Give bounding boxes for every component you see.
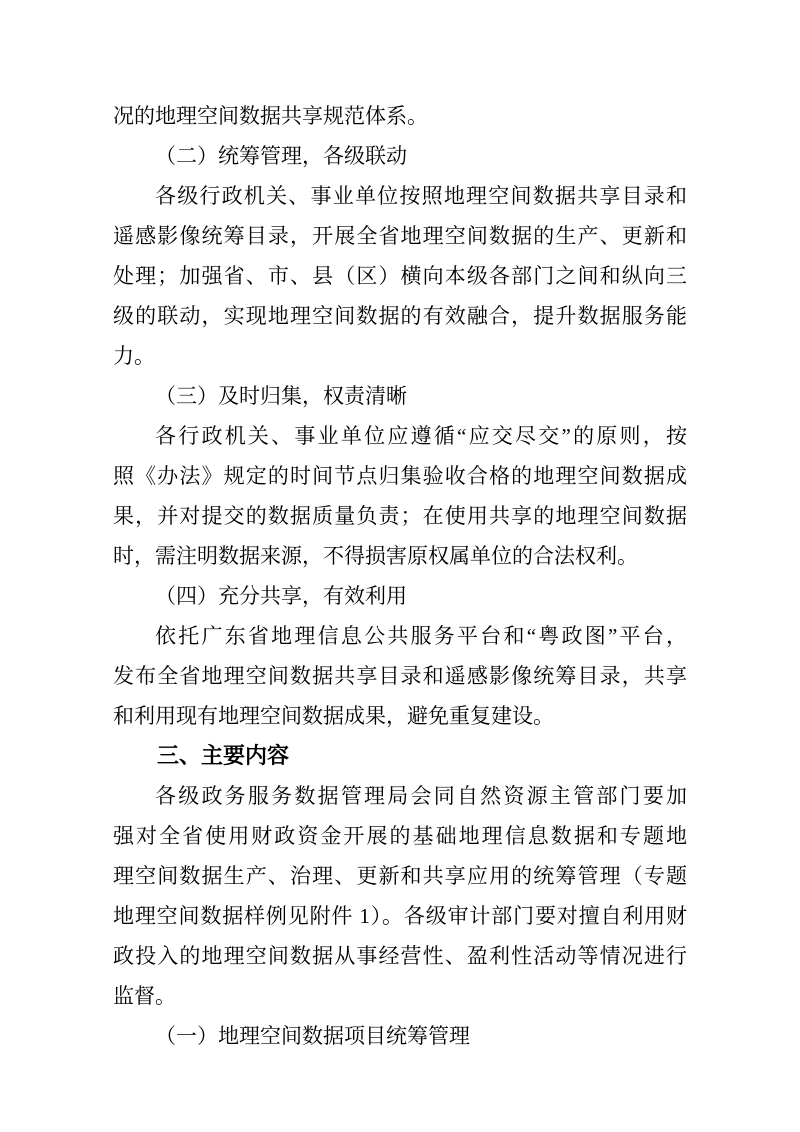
paragraph: [113, 416, 687, 576]
text-line: 和利用现有地理空间数据成果，避免重复建设。: [113, 704, 554, 728]
heading-text: （三）及时归集，权责清晰: [155, 384, 407, 408]
text-line: 强对全省使用财政资金开展的基础地理信息数据和专题地: [113, 824, 687, 848]
heading-text: （一）地理空间数据项目统筹管理: [155, 1024, 470, 1048]
document-body: [113, 96, 687, 1056]
paragraph: [113, 776, 687, 1016]
text-line: 况的地理空间数据共享规范体系。: [113, 104, 428, 128]
text-line: 处理；加强省、市、县（区）横向本级各部门之间和纵向三: [113, 264, 687, 288]
section-heading-main-content: [113, 736, 687, 776]
text-line: 遥感影像统筹目录，开展全省地理空间数据的生产、更新和: [113, 224, 687, 248]
subsection-heading-3: [113, 376, 687, 416]
text-line: 监督。: [113, 984, 176, 1008]
text-line: 各级政务服务数据管理局会同自然资源主管部门要加: [155, 784, 687, 808]
heading-text: （二）统筹管理，各级联动: [155, 144, 407, 168]
text-line: 依托广东省地理信息公共服务平台和“粤政图”平台，: [155, 624, 687, 648]
paragraph-continuation: [113, 96, 687, 136]
text-line: 各级行政机关、事业单位按照地理空间数据共享目录和: [155, 184, 687, 208]
text-line: 地理空间数据样例见附件 1）。各级审计部门要对擅自利用财: [113, 904, 687, 928]
text-line: 发布全省地理空间数据共享目录和遥感影像统筹目录，共享: [113, 664, 687, 688]
paragraph: [113, 176, 687, 376]
text-line: 各行政机关、事业单位应遵循“应交尽交”的原则，按: [155, 424, 687, 448]
paragraph: [113, 616, 687, 736]
subsection-heading-1: [113, 1016, 687, 1056]
text-line: 政投入的地理空间数据从事经营性、盈利性活动等情况进行: [113, 944, 687, 968]
text-line: 时，需注明数据来源，不得损害原权属单位的合法权利。: [113, 544, 638, 568]
heading-text: （四）充分共享，有效利用: [155, 584, 407, 608]
text-line: 力。: [113, 344, 155, 368]
text-line: 照《办法》规定的时间节点归集验收合格的地理空间数据成: [113, 464, 687, 488]
text-line: 理空间数据生产、治理、更新和共享应用的统筹管理（专题: [113, 864, 687, 888]
text-line: 果，并对提交的数据质量负责；在使用共享的地理空间数据: [113, 504, 687, 528]
heading-text: 三、主要内容: [157, 743, 290, 768]
text-line: 级的联动，实现地理空间数据的有效融合，提升数据服务能: [113, 304, 687, 328]
subsection-heading-4: [113, 576, 687, 616]
subsection-heading-2: [113, 136, 687, 176]
